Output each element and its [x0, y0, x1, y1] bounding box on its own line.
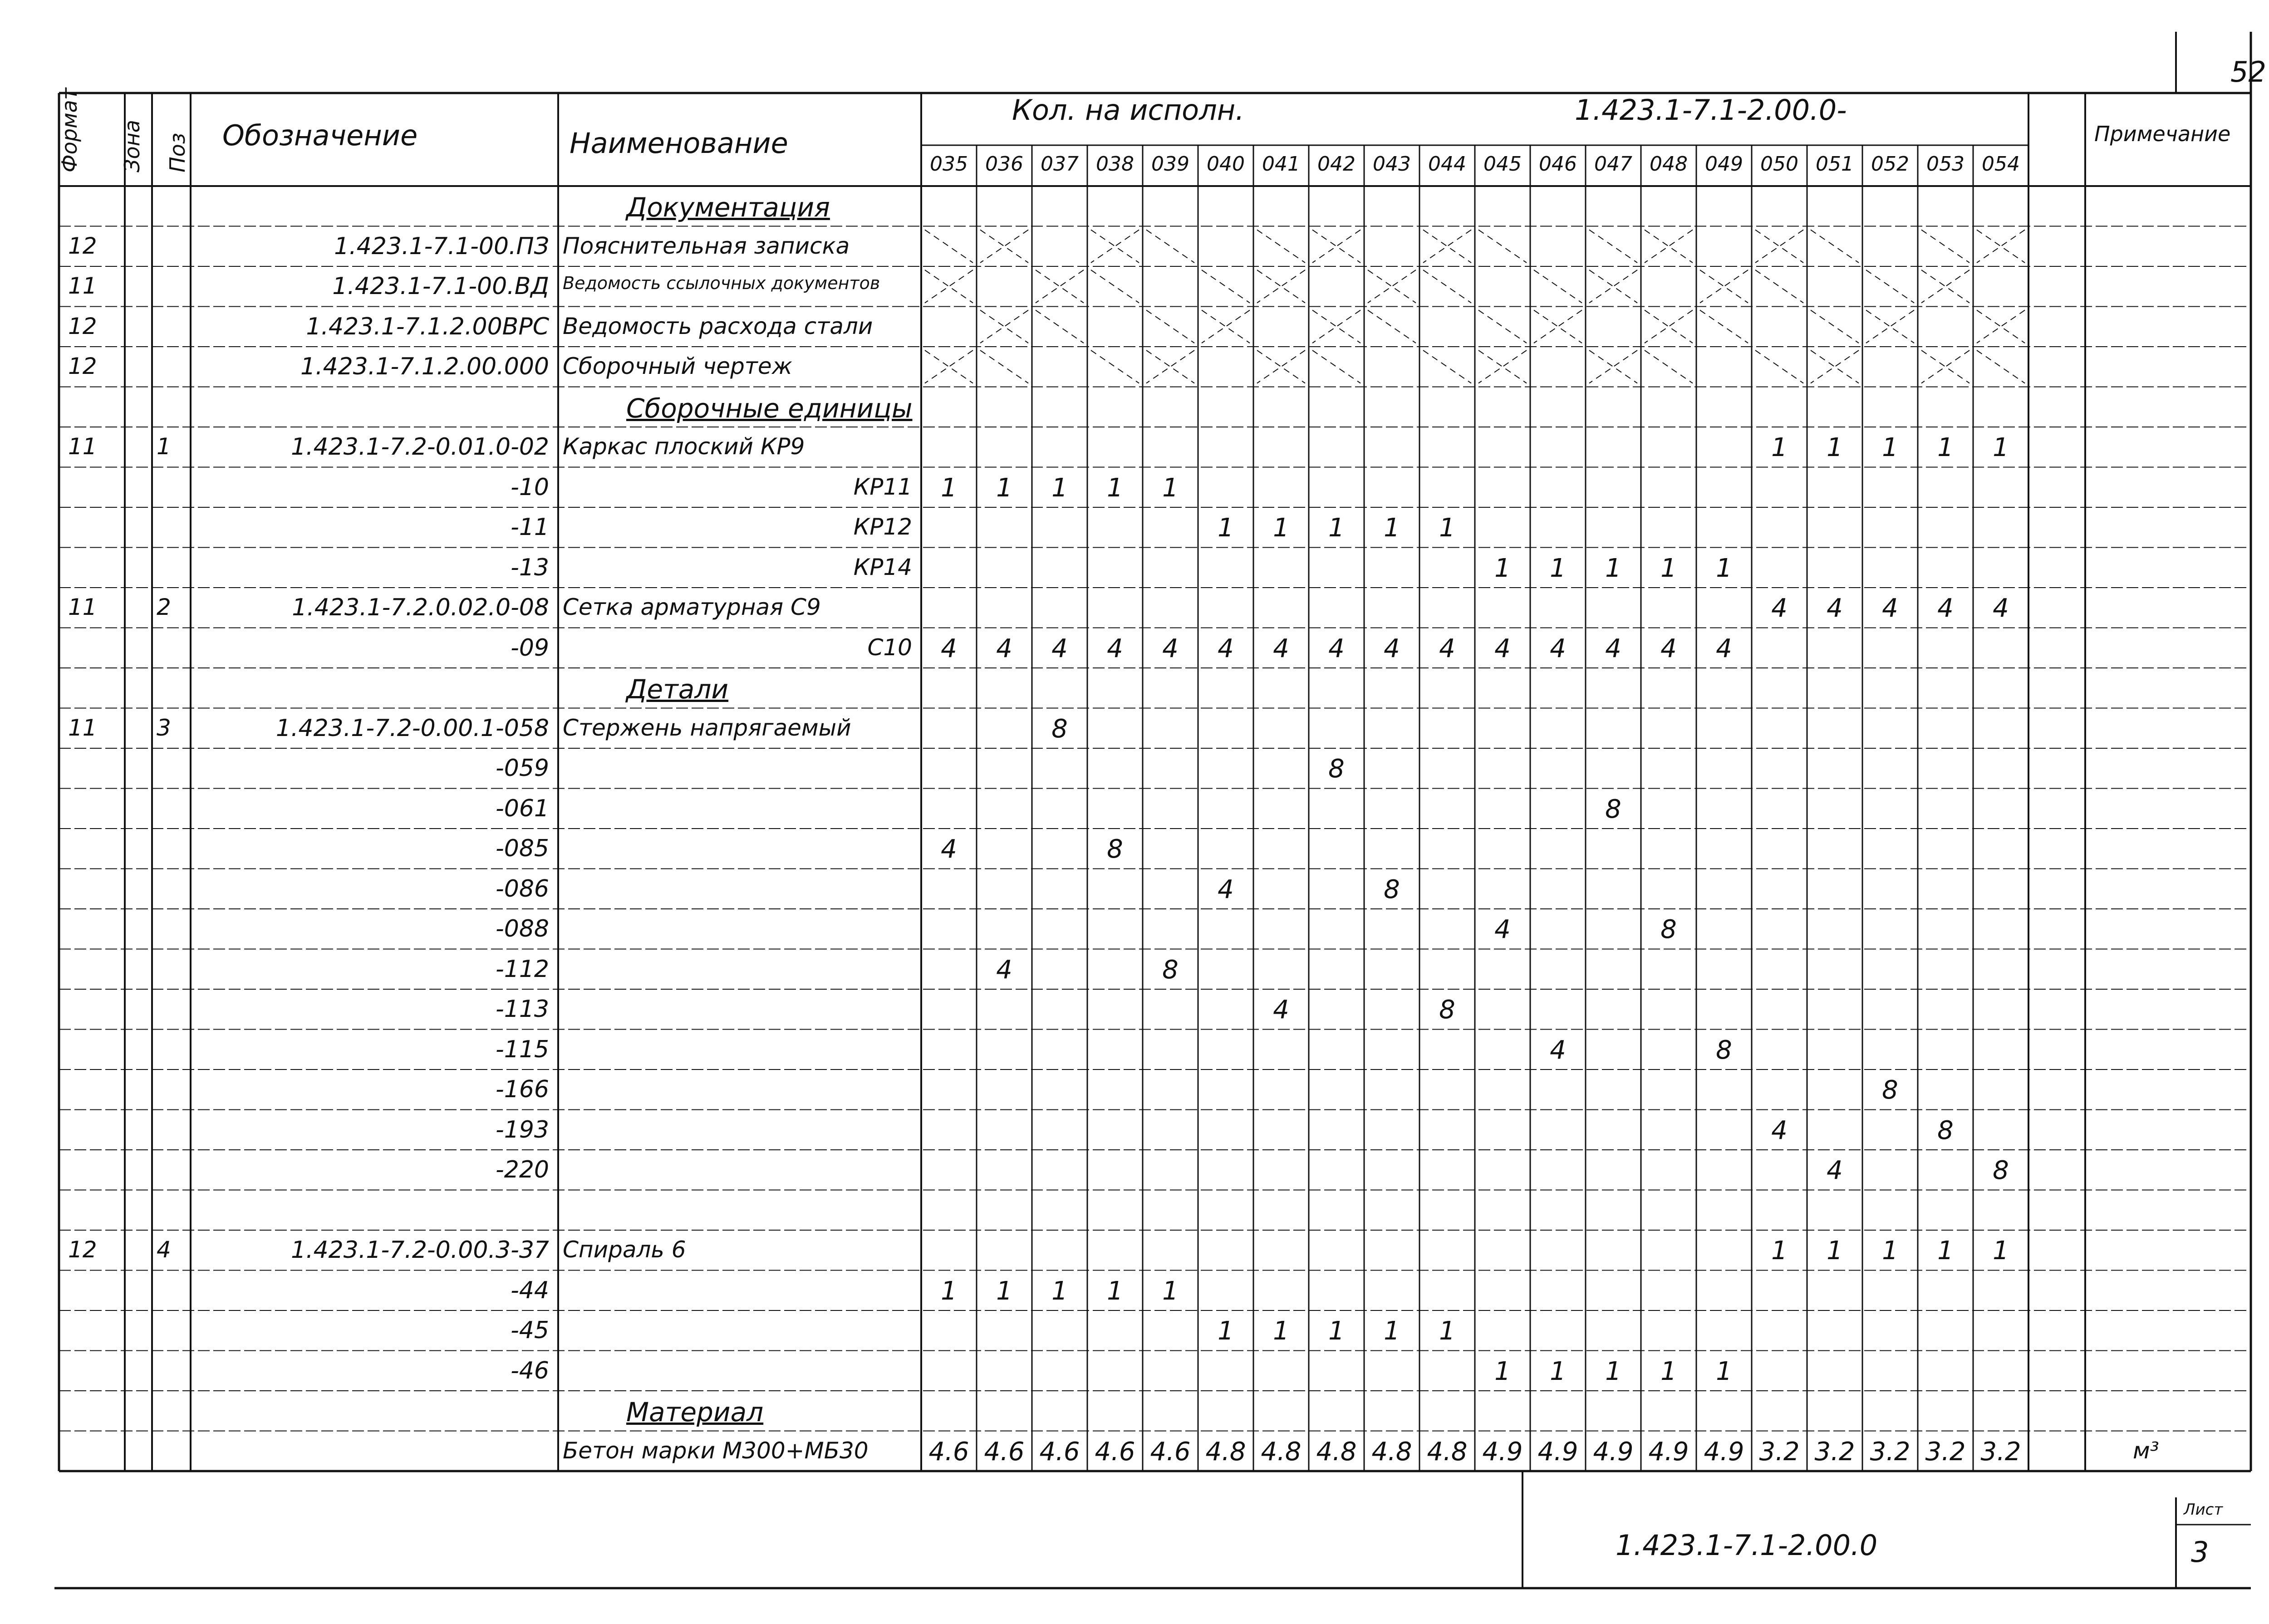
row-format: 12 — [68, 1236, 97, 1263]
cross-out-mark — [1312, 350, 1360, 383]
cross-out-mark — [1091, 270, 1139, 303]
variant-label: 050 — [1760, 152, 1798, 176]
quantity-cell: 3.2 — [1759, 1437, 1800, 1467]
header-zone: Зона — [120, 120, 144, 172]
row-position: 1 — [157, 433, 171, 460]
quantity-cell: 1 — [1660, 553, 1677, 583]
row-designation: -088 — [495, 915, 549, 942]
cross-out-mark — [1036, 310, 1084, 343]
cross-out-mark — [980, 350, 1028, 383]
cross-out-mark — [1755, 350, 1803, 383]
row-designation: -061 — [495, 795, 549, 822]
row-designation: -45 — [511, 1317, 549, 1344]
cross-out-mark — [925, 230, 973, 263]
quantity-cell: 4 — [1937, 594, 1954, 623]
row-designation: 1.423.1-7.2.0.02.0-08 — [292, 594, 549, 621]
quantity-cell: 1 — [1051, 1276, 1068, 1306]
quantity-cell: 1 — [1218, 1316, 1234, 1346]
quantity-cell: 1 — [1660, 1356, 1677, 1386]
quantity-cell: 1 — [1051, 473, 1068, 503]
quantity-cell: 1 — [941, 1276, 957, 1306]
row-name: Спираль 6 — [563, 1236, 686, 1263]
sheet-number-top: 52 — [2230, 55, 2266, 88]
quantity-cell: 1 — [996, 1276, 1012, 1306]
variant-label: 035 — [930, 152, 968, 176]
quantity-cell: 4 — [1550, 1035, 1566, 1065]
variant-label: 047 — [1594, 152, 1632, 176]
row-format: 12 — [68, 353, 97, 379]
variant-label: 040 — [1207, 152, 1245, 176]
quantity-cell: 1 — [1827, 433, 1843, 462]
quantity-cell: 3.2 — [1925, 1437, 1966, 1467]
quantity-cell: 4 — [1273, 995, 1289, 1025]
quantity-cell: 1 — [1827, 1236, 1843, 1266]
row-designation: -193 — [495, 1116, 549, 1143]
quantity-cell: 1 — [1937, 1236, 1954, 1266]
quantity-cell: 4 — [1107, 633, 1123, 663]
quantity-cell: 1 — [1550, 553, 1566, 583]
quantity-cell: 1 — [1882, 433, 1898, 462]
quantity-cell: 1 — [1218, 513, 1234, 543]
quantity-cell: 4.6 — [928, 1437, 969, 1467]
quantity-cell: 4 — [1660, 633, 1677, 663]
quantity-cell: 4 — [1218, 874, 1234, 904]
quantity-cell: 8 — [1107, 834, 1123, 864]
cross-out-mark — [1866, 270, 1914, 303]
row-designation: -220 — [495, 1156, 549, 1183]
cross-out-mark — [1977, 350, 2025, 383]
quantity-cell: 1 — [1328, 513, 1345, 543]
quantity-cell: 3.2 — [1814, 1437, 1855, 1467]
variant-label: 036 — [985, 152, 1023, 176]
quantity-cell: 3.2 — [1870, 1437, 1910, 1467]
quantity-cell: 1 — [1384, 513, 1400, 543]
quantity-cell: 4 — [1827, 1156, 1843, 1185]
row-name: КР11 — [853, 473, 912, 500]
row-designation: 1.423.1-7.1.2.00ВРС — [306, 313, 549, 340]
quantity-cell: 1 — [1716, 1356, 1732, 1386]
quantity-cell: 1 — [1494, 553, 1511, 583]
row-name: С10 — [867, 634, 912, 661]
quantity-cell: 4.8 — [1371, 1437, 1412, 1467]
cross-out-mark — [1534, 270, 1582, 303]
header-name: Наименование — [570, 127, 788, 160]
row-position: 4 — [157, 1236, 171, 1263]
quantity-cell: 1 — [1273, 1316, 1289, 1346]
quantity-cell: 4 — [1051, 633, 1068, 663]
header-designation: Обозначение — [222, 119, 418, 152]
cross-out-mark — [1811, 230, 1859, 263]
cross-out-mark — [1755, 270, 1803, 303]
row-designation: -10 — [511, 473, 549, 501]
quantity-cell: 1 — [1439, 513, 1455, 543]
quantity-cell: 1 — [1328, 1316, 1345, 1346]
quantity-cell: 8 — [1660, 915, 1677, 944]
quantity-cell: 8 — [1328, 754, 1345, 784]
row-designation: 1.423.1-7.2-0.00.1-058 — [275, 714, 549, 742]
header-qty-title: Кол. на исполн. — [1012, 93, 1244, 127]
quantity-cell: 1 — [1993, 433, 2009, 462]
quantity-cell: 4 — [1993, 594, 2009, 623]
quantity-cell: 4 — [1218, 633, 1234, 663]
section-title: Материал — [626, 1397, 764, 1428]
row-note: м³ — [2133, 1437, 2159, 1464]
quantity-cell: 4.9 — [1648, 1437, 1689, 1467]
quantity-cell: 4.6 — [1039, 1437, 1080, 1467]
row-name: Пояснительная записка — [563, 232, 850, 259]
section-title: Детали — [626, 674, 729, 705]
quantity-cell: 4.9 — [1704, 1437, 1744, 1467]
quantity-cell: 8 — [1162, 955, 1179, 985]
row-name: Сборочный чертеж — [563, 353, 792, 379]
quantity-cell: 4 — [1494, 915, 1511, 944]
row-designation: -113 — [495, 996, 549, 1023]
variant-label: 037 — [1041, 152, 1079, 176]
row-designation: -085 — [495, 835, 549, 862]
quantity-cell: 1 — [1771, 433, 1788, 462]
quantity-cell: 4 — [1162, 633, 1179, 663]
quantity-cell: 4.8 — [1205, 1437, 1246, 1467]
quantity-cell: 1 — [996, 473, 1012, 503]
row-designation: -112 — [495, 955, 549, 983]
variant-label: 042 — [1317, 152, 1356, 176]
row-name: Бетон марки М300+МБ30 — [563, 1437, 869, 1464]
quantity-cell: 4 — [1716, 633, 1732, 663]
quantity-cell: 4 — [1771, 594, 1788, 623]
quantity-cell: 1 — [1439, 1316, 1455, 1346]
row-designation: 1.423.1-7.1-00.ПЗ — [334, 232, 549, 260]
row-name: Каркас плоский КР9 — [563, 433, 805, 460]
row-name: Ведомость расхода стали — [563, 313, 873, 339]
quantity-cell: 1 — [1162, 473, 1179, 503]
cross-out-mark — [1700, 310, 1748, 343]
variant-label: 038 — [1096, 152, 1134, 176]
variant-label: 039 — [1151, 152, 1189, 176]
row-format: 11 — [68, 433, 97, 460]
quantity-cell: 1 — [1273, 513, 1289, 543]
quantity-cell: 4 — [996, 955, 1012, 985]
quantity-cell: 4 — [1827, 594, 1843, 623]
quantity-cell: 8 — [1937, 1115, 1954, 1145]
cross-out-mark — [1478, 310, 1527, 343]
row-designation: -46 — [511, 1357, 549, 1384]
quantity-cell: 8 — [1384, 874, 1400, 904]
variant-label: 045 — [1483, 152, 1522, 176]
quantity-cell: 1 — [1716, 553, 1732, 583]
quantity-cell: 4.6 — [984, 1437, 1025, 1467]
quantity-cell: 1 — [1384, 1316, 1400, 1346]
row-name: Сетка арматурная С9 — [563, 594, 821, 620]
quantity-cell: 4.9 — [1537, 1437, 1578, 1467]
row-name: КР12 — [853, 514, 912, 540]
quantity-cell: 4.9 — [1593, 1437, 1634, 1467]
header-format: Формат — [57, 88, 82, 172]
variant-label: 053 — [1926, 152, 1965, 176]
row-format: 12 — [68, 232, 97, 259]
quantity-cell: 8 — [1051, 714, 1068, 744]
quantity-cell: 4.6 — [1150, 1437, 1191, 1467]
quantity-cell: 4.8 — [1261, 1437, 1301, 1467]
quantity-cell: 4.6 — [1095, 1437, 1135, 1467]
cross-out-mark — [1645, 350, 1693, 383]
section-title: Документация — [626, 192, 830, 223]
row-position: 3 — [157, 714, 171, 741]
row-format: 11 — [68, 714, 97, 741]
header-pos: Поз — [165, 132, 190, 172]
quantity-cell: 4 — [1384, 633, 1400, 663]
row-designation: -09 — [511, 634, 549, 662]
stamp-sheet-label: Лист — [2184, 1501, 2223, 1519]
row-designation: -059 — [495, 755, 549, 782]
variant-label: 049 — [1705, 152, 1743, 176]
section-title: Сборочные единицы — [626, 393, 913, 424]
quantity-cell: 3.2 — [1980, 1437, 2021, 1467]
row-name: КР14 — [853, 554, 912, 580]
cross-out-mark — [1146, 230, 1194, 263]
quantity-cell: 4 — [1605, 633, 1621, 663]
row-designation: -11 — [511, 514, 549, 541]
quantity-cell: 1 — [1937, 433, 1954, 462]
cross-out-mark — [1368, 310, 1416, 343]
quantity-cell: 1 — [1771, 1236, 1788, 1266]
cross-out-mark — [1202, 270, 1250, 303]
quantity-cell: 4 — [941, 633, 957, 663]
row-designation: -13 — [511, 554, 549, 581]
stamp-code: 1.423.1-7.1-2.00.0 — [1616, 1529, 1878, 1562]
variant-label: 043 — [1373, 152, 1411, 176]
quantity-cell: 1 — [1107, 1276, 1123, 1306]
row-name: Стержень напрягаемый — [563, 714, 851, 741]
stamp-sheet-number: 3 — [2191, 1536, 2209, 1569]
quantity-cell: 1 — [1494, 1356, 1511, 1386]
quantity-cell: 8 — [1882, 1075, 1898, 1105]
cross-out-mark — [1589, 230, 1637, 263]
row-designation: 1.423.1-7.2-0.01.0-02 — [290, 433, 549, 461]
cross-out-mark — [1921, 230, 1969, 263]
quantity-cell: 4 — [1550, 633, 1566, 663]
cross-out-mark — [1478, 230, 1527, 263]
row-format: 11 — [68, 594, 97, 620]
variant-label: 054 — [1982, 152, 2020, 176]
row-designation: -44 — [511, 1276, 549, 1304]
variant-label: 052 — [1871, 152, 1909, 176]
cross-out-mark — [1423, 270, 1471, 303]
quantity-cell: 4 — [996, 633, 1012, 663]
variant-label: 044 — [1428, 152, 1466, 176]
row-designation: 1.423.1-7.1.2.00.000 — [300, 353, 549, 380]
header-qty-base: 1.423.1-7.1-2.00.0- — [1575, 93, 1847, 127]
cross-out-mark — [1146, 310, 1194, 343]
variant-label: 051 — [1816, 152, 1854, 176]
quantity-cell: 4 — [1494, 633, 1511, 663]
quantity-cell: 8 — [1605, 794, 1621, 824]
quantity-cell: 1 — [1162, 1276, 1179, 1306]
variant-label: 048 — [1650, 152, 1688, 176]
cross-out-mark — [1811, 310, 1859, 343]
row-designation: -086 — [495, 875, 549, 903]
quantity-cell: 4.8 — [1316, 1437, 1357, 1467]
variant-label: 046 — [1539, 152, 1577, 176]
quantity-cell: 4 — [1439, 633, 1455, 663]
quantity-cell: 1 — [1605, 1356, 1621, 1386]
row-designation: 1.423.1-7.2-0.00.3-37 — [290, 1236, 549, 1264]
row-position: 2 — [157, 594, 171, 620]
variant-label: 041 — [1262, 152, 1300, 176]
row-designation: -166 — [495, 1076, 549, 1103]
quantity-cell: 1 — [1882, 1236, 1898, 1266]
cross-out-mark — [1257, 230, 1305, 263]
quantity-cell: 4.8 — [1427, 1437, 1468, 1467]
row-name: Ведомость ссылочных документов — [563, 273, 880, 293]
quantity-cell: 8 — [1993, 1156, 2009, 1185]
quantity-cell: 4 — [1273, 633, 1289, 663]
quantity-cell: 1 — [941, 473, 957, 503]
quantity-cell: 8 — [1716, 1035, 1732, 1065]
header-note: Примечание — [2094, 122, 2231, 146]
cross-out-mark — [1091, 350, 1139, 383]
row-format: 12 — [68, 313, 97, 339]
cross-out-mark — [1423, 350, 1471, 383]
quantity-cell: 1 — [1107, 473, 1123, 503]
row-format: 11 — [68, 273, 97, 299]
quantity-cell: 1 — [1605, 553, 1621, 583]
quantity-cell: 4 — [1882, 594, 1898, 623]
quantity-cell: 4 — [1771, 1115, 1788, 1145]
row-designation: -115 — [495, 1035, 549, 1063]
quantity-cell: 4.9 — [1482, 1437, 1523, 1467]
quantity-cell: 1 — [1993, 1236, 2009, 1266]
quantity-cell: 8 — [1439, 995, 1455, 1025]
quantity-cell: 4 — [1328, 633, 1345, 663]
quantity-cell: 4 — [941, 834, 957, 864]
quantity-cell: 1 — [1550, 1356, 1566, 1386]
row-designation: 1.423.1-7.1-00.ВД — [332, 273, 549, 300]
